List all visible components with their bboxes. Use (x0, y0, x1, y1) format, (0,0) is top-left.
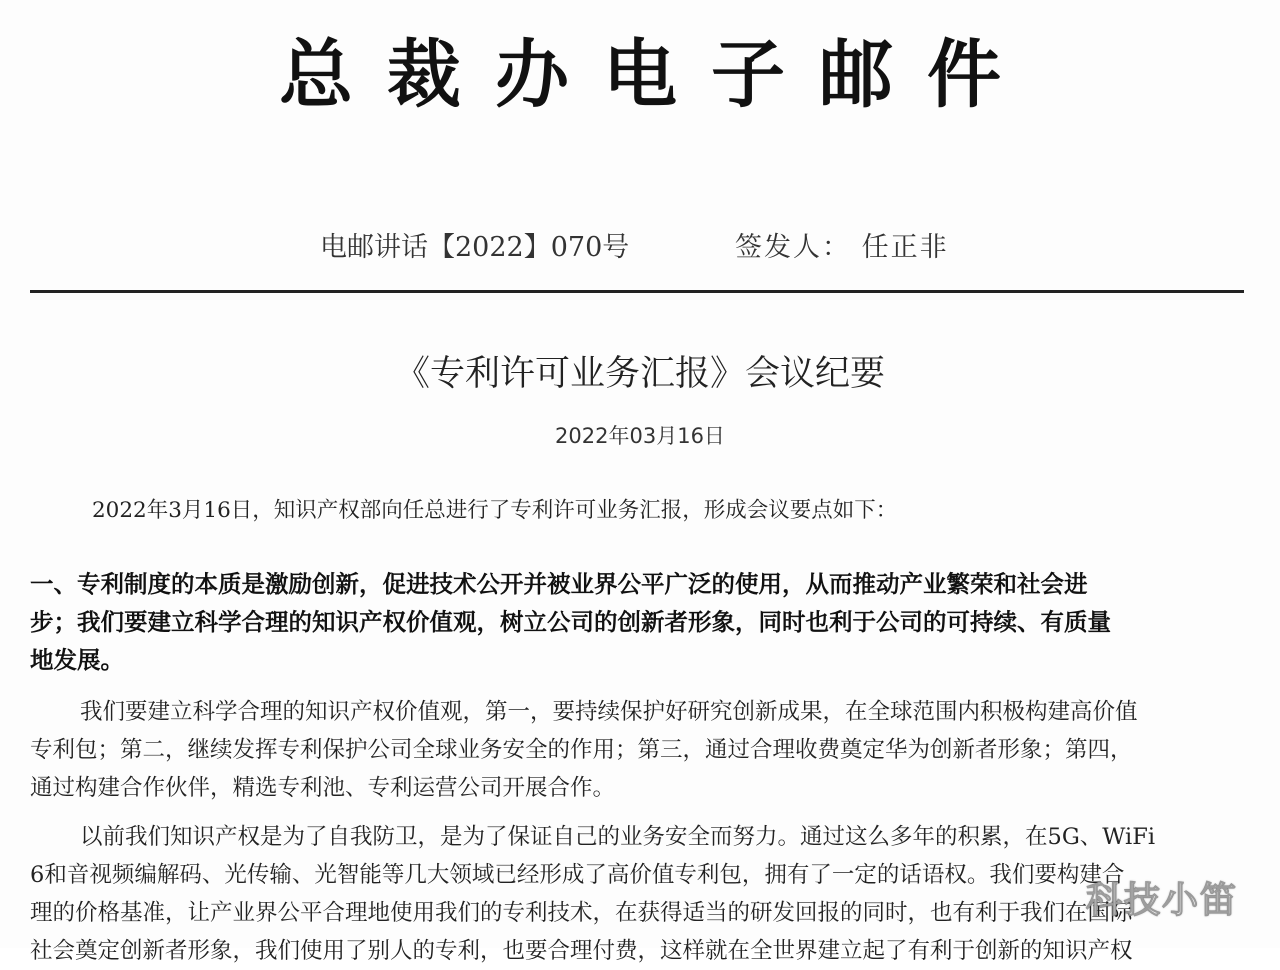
paragraph-line: 6和音视频编解码、光传输、光智能等几大领域已经形成了高价值专利包，拥有了一定的话语权。我们要构建合 (30, 862, 1125, 888)
signer: 签发人： 任正非 (735, 232, 949, 263)
document-meta (0, 226, 1280, 270)
body-paragraph-2 (30, 818, 1245, 970)
paragraph-line: 社会奠定创新者形象，我们使用了别人的专利，也要合理付费，这样就在全世界建立起了有利于创新的知识产权 (30, 938, 1133, 964)
section-line: 步；我们要建立科学合理的知识产权价值观，树立公司的创新者形象，同时也利于公司的可持续、有质量 (30, 608, 1111, 636)
paragraph-line: 我们要建立科学合理的知识产权价值观，第一，要持续保护好研究创新成果，在全球范围内积极构建高价值 (80, 699, 1138, 725)
paragraph-line: 通过构建合作伙伴，精选专利池、专利运营公司开展合作。 (30, 775, 616, 801)
watermark-logo: 科技小笛 (1086, 880, 1239, 921)
paragraph-line: 理的价格基准，让产业界公平合理地使用我们的专利技术，在获得适当的研发回报的同时，也有利于我们在国际 (30, 900, 1133, 926)
header-divider (30, 290, 1244, 293)
minutes-date: 2022年03月16日 (555, 424, 725, 448)
body-paragraph-1 (30, 693, 1245, 807)
section-line: 地发展。 (30, 646, 124, 674)
intro-paragraph: 2022年3月16日，知识产权部向任总进行了专利许可业务汇报，形成会议要点如下： (92, 498, 898, 523)
paragraph-line: 专利包；第二，继续发挥专利保护公司全球业务安全的作用；第三，通过合理收费奠定华为创新者形象；第四， (30, 737, 1133, 763)
minutes-title: 《专利许可业务汇报》会议纪要 (394, 354, 885, 394)
document-title: 总裁办电子邮件 (279, 32, 1035, 118)
section-line: 一、专利制度的本质是激励创新，促进技术公开并被业界公平广泛的使用，从而推动产业繁荣和社会进 (30, 570, 1088, 598)
section-one-heading (30, 565, 1245, 679)
reference-number: 电邮讲话【2022】070号 (320, 232, 630, 263)
paragraph-line: 以前我们知识产权是为了自我防卫，是为了保证自己的业务安全而努力。通过这么多年的积累，在5G、WiFi (80, 824, 1156, 850)
